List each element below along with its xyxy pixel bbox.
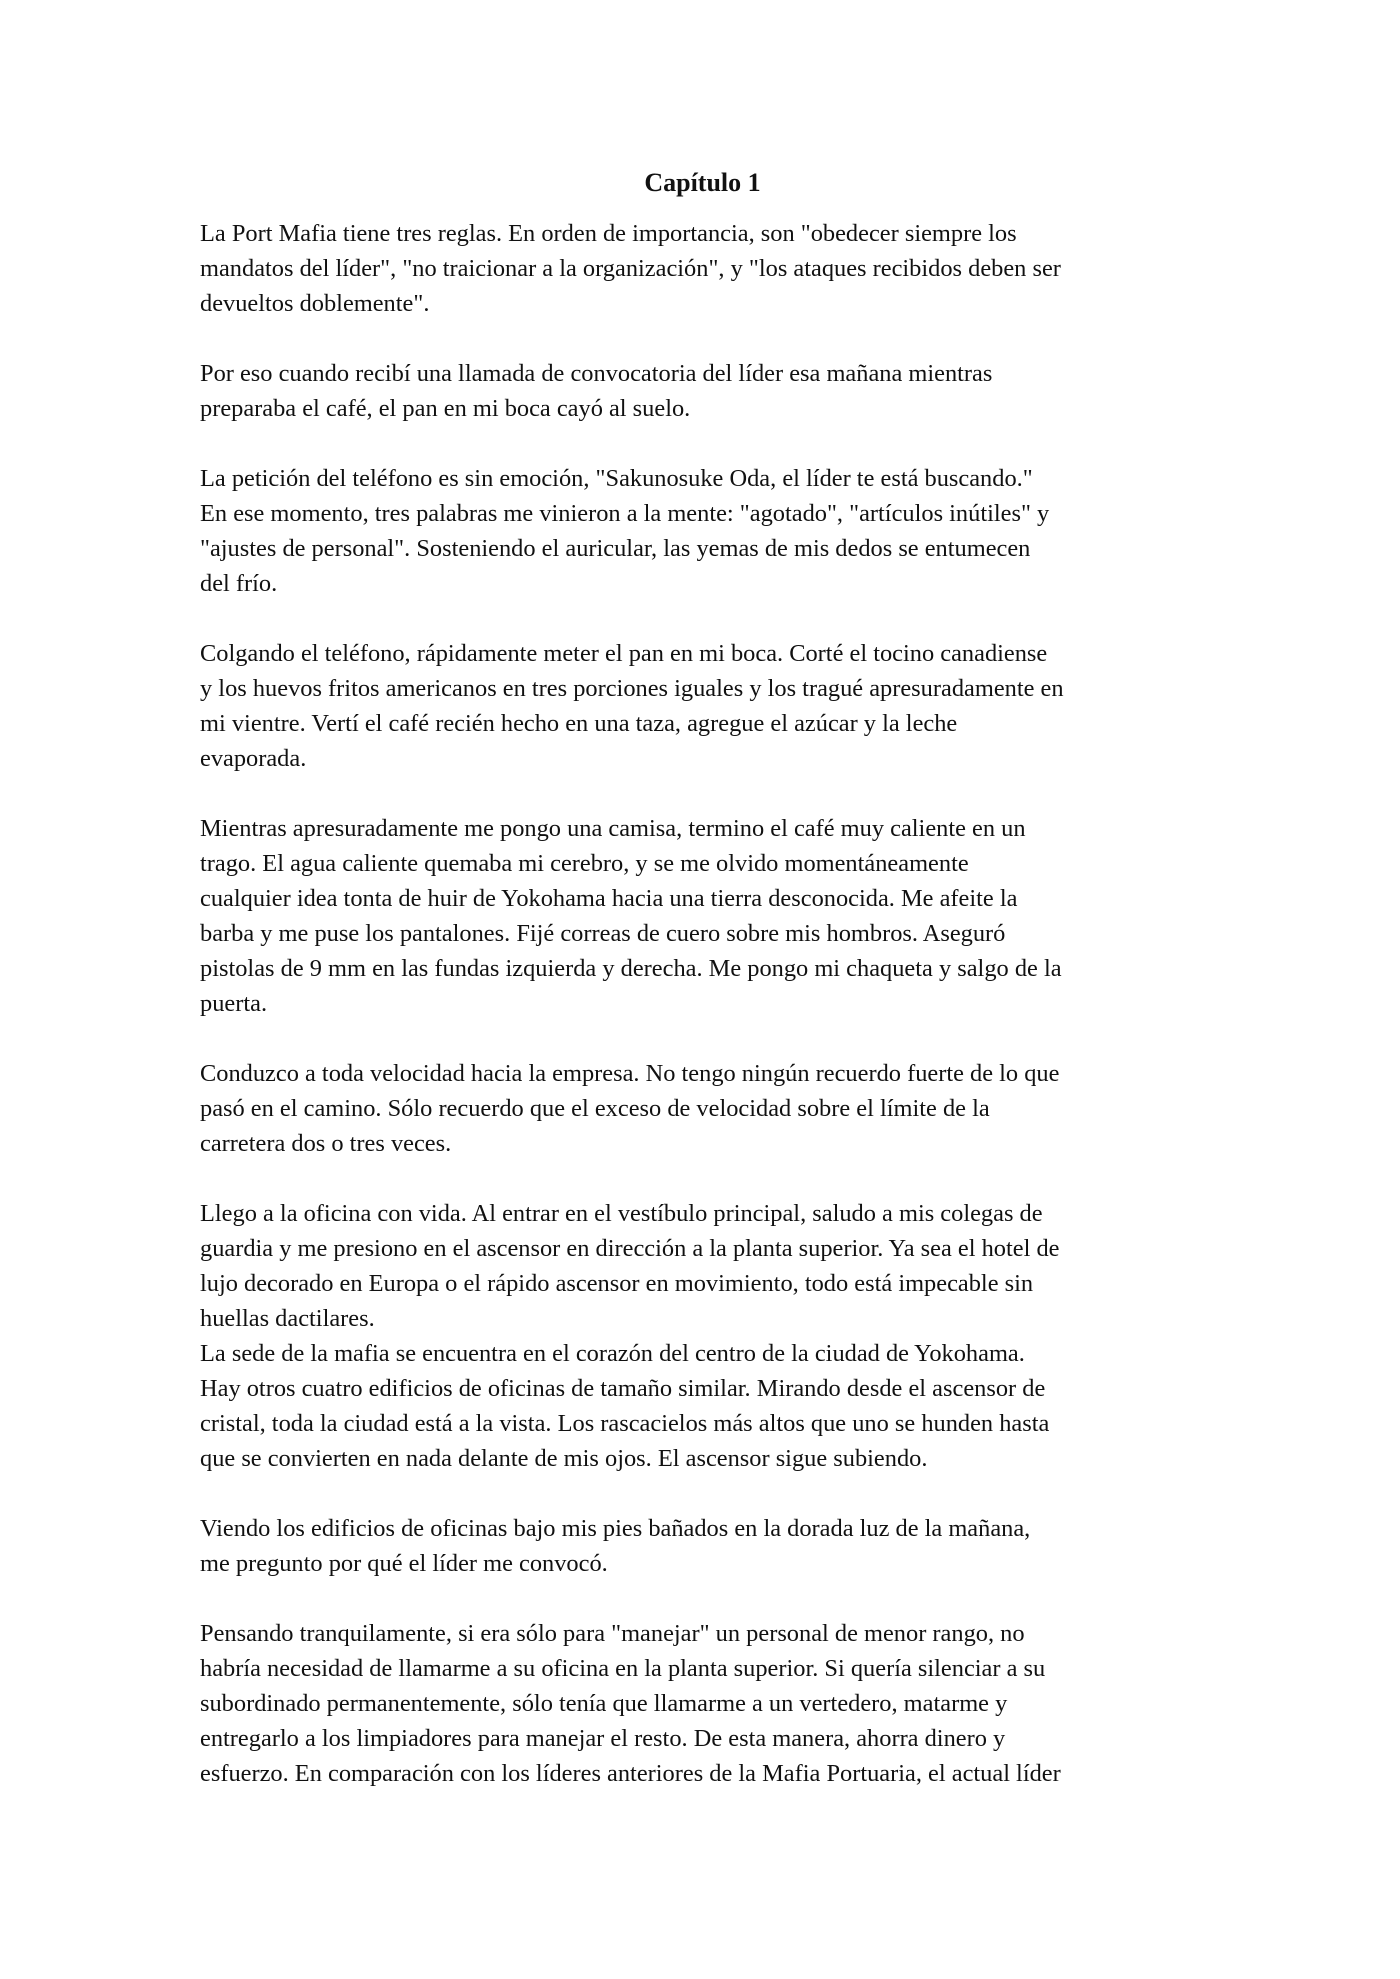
paragraph-6: Conduzco a toda velocidad hacia la empresa. No tengo ningún recuerdo fuerte de lo que pasó en el camino. Sólo recuerdo que el exceso de velocidad sobre el límite de la carretera dos o tres veces. bbox=[200, 1060, 1060, 1157]
chapter-title: Capítulo 1 bbox=[644, 168, 761, 197]
paragraph-7: Llego a la oficina con vida. Al entrar en el vestíbulo principal, saludo a mis colegas de guardia y me presiono en el ascensor en dirección a la planta superior. Ya sea el hotel de lujo decorado en Europa o el rápido ascensor en movimiento, todo está impecable sin huellas dactilares. bbox=[200, 1200, 1060, 1332]
paragraph-9: Viendo los edificios de oficinas bajo mis pies bañados en la dorada luz de la mañana, me pregunto por qué el líder me convocó. bbox=[200, 1515, 1031, 1577]
paragraph-1: La Port Mafia tiene tres reglas. En orden de importancia, son "obedecer siempre los mandatos del líder", "no traicionar a la organización", y "los ataques recibidos deben ser devueltos doblemente". bbox=[200, 220, 1061, 317]
paragraph-2: Por eso cuando recibí una llamada de convocatoria del líder esa mañana mientras preparaba el café, el pan en mi boca cayó al suelo. bbox=[200, 360, 993, 422]
paragraph-8: La sede de la mafia se encuentra en el corazón del centro de la ciudad de Yokohama. Hay otros cuatro edificios de oficinas de tamaño similar. Mirando desde el ascensor de cristal, toda la ciudad está a la vista. Los rascacielos más altos que uno se hunden hasta que se convierten en nada delante de mis ojos. El ascensor sigue subiendo. bbox=[200, 1340, 1050, 1472]
document-body bbox=[200, 160, 1205, 1791]
paragraph-5: Mientras apresuradamente me pongo una camisa, termino el café muy caliente en un trago. El agua caliente quemaba mi cerebro, y se me olvido momentáneamente cualquier idea tonta de huir de Yokohama hacia una tierra desconocida. Me afeite la barba y me puse los pantalones. Fijé correas de cuero sobre mis hombros. Aseguró pistolas de 9 mm en las fundas izquierda y derecha. Me pongo mi chaqueta y salgo de la puerta. bbox=[200, 815, 1062, 1017]
paragraph-3: La petición del teléfono es sin emoción, "Sakunosuke Oda, el líder te está buscando." En ese momento, tres palabras me vinieron a la mente: "agotado", "artículos inútiles" y "ajustes de personal". Sosteniendo el auricular, las yemas de mis dedos se entumecen del frío. bbox=[200, 465, 1050, 597]
paragraph-10: Pensando tranquilamente, si era sólo para "manejar" un personal de menor rango, no habría necesidad de llamarme a su oficina en la planta superior. Si quería silenciar a su subordinado permanentemente, sólo tenía que llamarme a un vertedero, matarme y entregarlo a los limpiadores para manejar el resto. De esta manera, ahorra dinero y esfuerzo. En comparación con los líderes anteriores de la Mafia Portuaria, el actual líder bbox=[200, 1620, 1061, 1787]
paragraph-4: Colgando el teléfono, rápidamente meter el pan en mi boca. Corté el tocino canadiense y los huevos fritos americanos en tres porciones iguales y los tragué apresuradamente en mi vientre. Vertí el café recién hecho en una taza, agregue el azúcar y la leche evaporada. bbox=[200, 640, 1064, 772]
